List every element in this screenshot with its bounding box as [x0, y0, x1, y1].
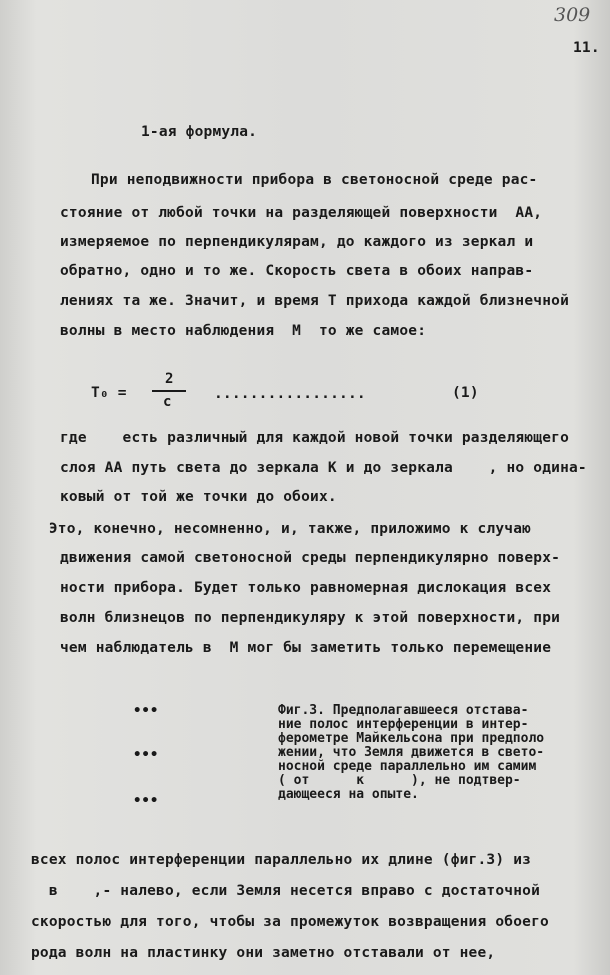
figure-caption-line-6: ( от к ), не подтвер- — [278, 773, 521, 788]
fraction-bar — [152, 390, 186, 392]
figure-caption-line-1: Фиг.3. Предполагавшееся отстава- — [278, 703, 529, 718]
formula-dots: ................. — [214, 386, 366, 402]
handwritten-page-number: 309 — [554, 4, 591, 26]
paragraph-2-line-1: где есть различный для каждой новой точки разделяющего — [60, 430, 569, 446]
figure-caption-line-7: дающееся на опыте. — [278, 787, 419, 802]
paragraph-1-line-1: При неподвижности прибора в светоносной среде рас- — [91, 172, 538, 188]
paragraph-1-line-3: измеряемое по перпендикулярам, до каждого из зеркал и — [60, 234, 534, 250]
paragraph-1-line-6: волны в место наблюдения М то же самое: — [60, 323, 427, 339]
paragraph-2-line-3: ковый от той же точки до обоих. — [60, 489, 337, 505]
paragraph-4-line-2: в ,- налево, если Земля несется вправо с достаточной — [31, 883, 540, 899]
paragraph-3-line-1: Это, конечно, несомненно, и, также, приложимо к случаю — [31, 521, 532, 537]
paragraph-1-line-4: обратно, одно и то же. Скорость света в обоих направ- — [60, 263, 534, 279]
figure-dots-row-2: ••• — [133, 747, 159, 763]
paragraph-3-line-5: чем наблюдатель в М мог бы заметить только перемещение — [60, 640, 552, 656]
formula-number: (1) — [452, 385, 479, 401]
paragraph-4-line-4: рода волн на пластинку они заметно отставали от нее, — [31, 945, 496, 961]
paragraph-3-line-4: волн близнецов по перпендикуляру к этой поверхности, при — [60, 610, 561, 626]
page-number: 11. — [573, 40, 600, 56]
figure-caption-line-3: ферометре Майкельсона при предполо — [278, 731, 545, 746]
formula-denominator: c — [163, 394, 172, 410]
paragraph-1-line-5: лениях та же. Значит, и время Т прихода каждой близнечной — [60, 293, 569, 309]
formula-numerator: 2 — [165, 371, 174, 387]
paragraph-2-line-2: слоя АА путь света до зеркала К и до зеркала , но одина- — [60, 460, 587, 476]
figure-caption-line-2: ние полос интерференции в интер- — [278, 717, 529, 732]
figure-dots-row-1: ••• — [133, 703, 159, 719]
formula-lhs: T₀ = — [91, 385, 127, 401]
paragraph-4-line-3: скоростью для того, чтобы за промежуток возвращения обоего — [31, 914, 549, 930]
paragraph-3-line-3: ности прибора. Будет только равномерная дислокация всех — [60, 580, 552, 596]
figure-caption-line-5: носной среде параллельно им самим — [278, 759, 537, 774]
paragraph-3-line-2: движения самой светоносной среды перпендикулярно поверх- — [60, 550, 561, 566]
section-title: 1-ая формула. — [141, 124, 258, 140]
paragraph-1-line-2: стояние от любой точки на разделяющей поверхности АА, — [60, 205, 543, 221]
figure-caption-line-4: жении, что Земля движется в свето- — [278, 745, 545, 760]
figure-dots-row-3: ••• — [133, 793, 159, 809]
paragraph-4-line-1: всех полос интерференции параллельно их длине (фиг.3) из — [31, 852, 532, 868]
